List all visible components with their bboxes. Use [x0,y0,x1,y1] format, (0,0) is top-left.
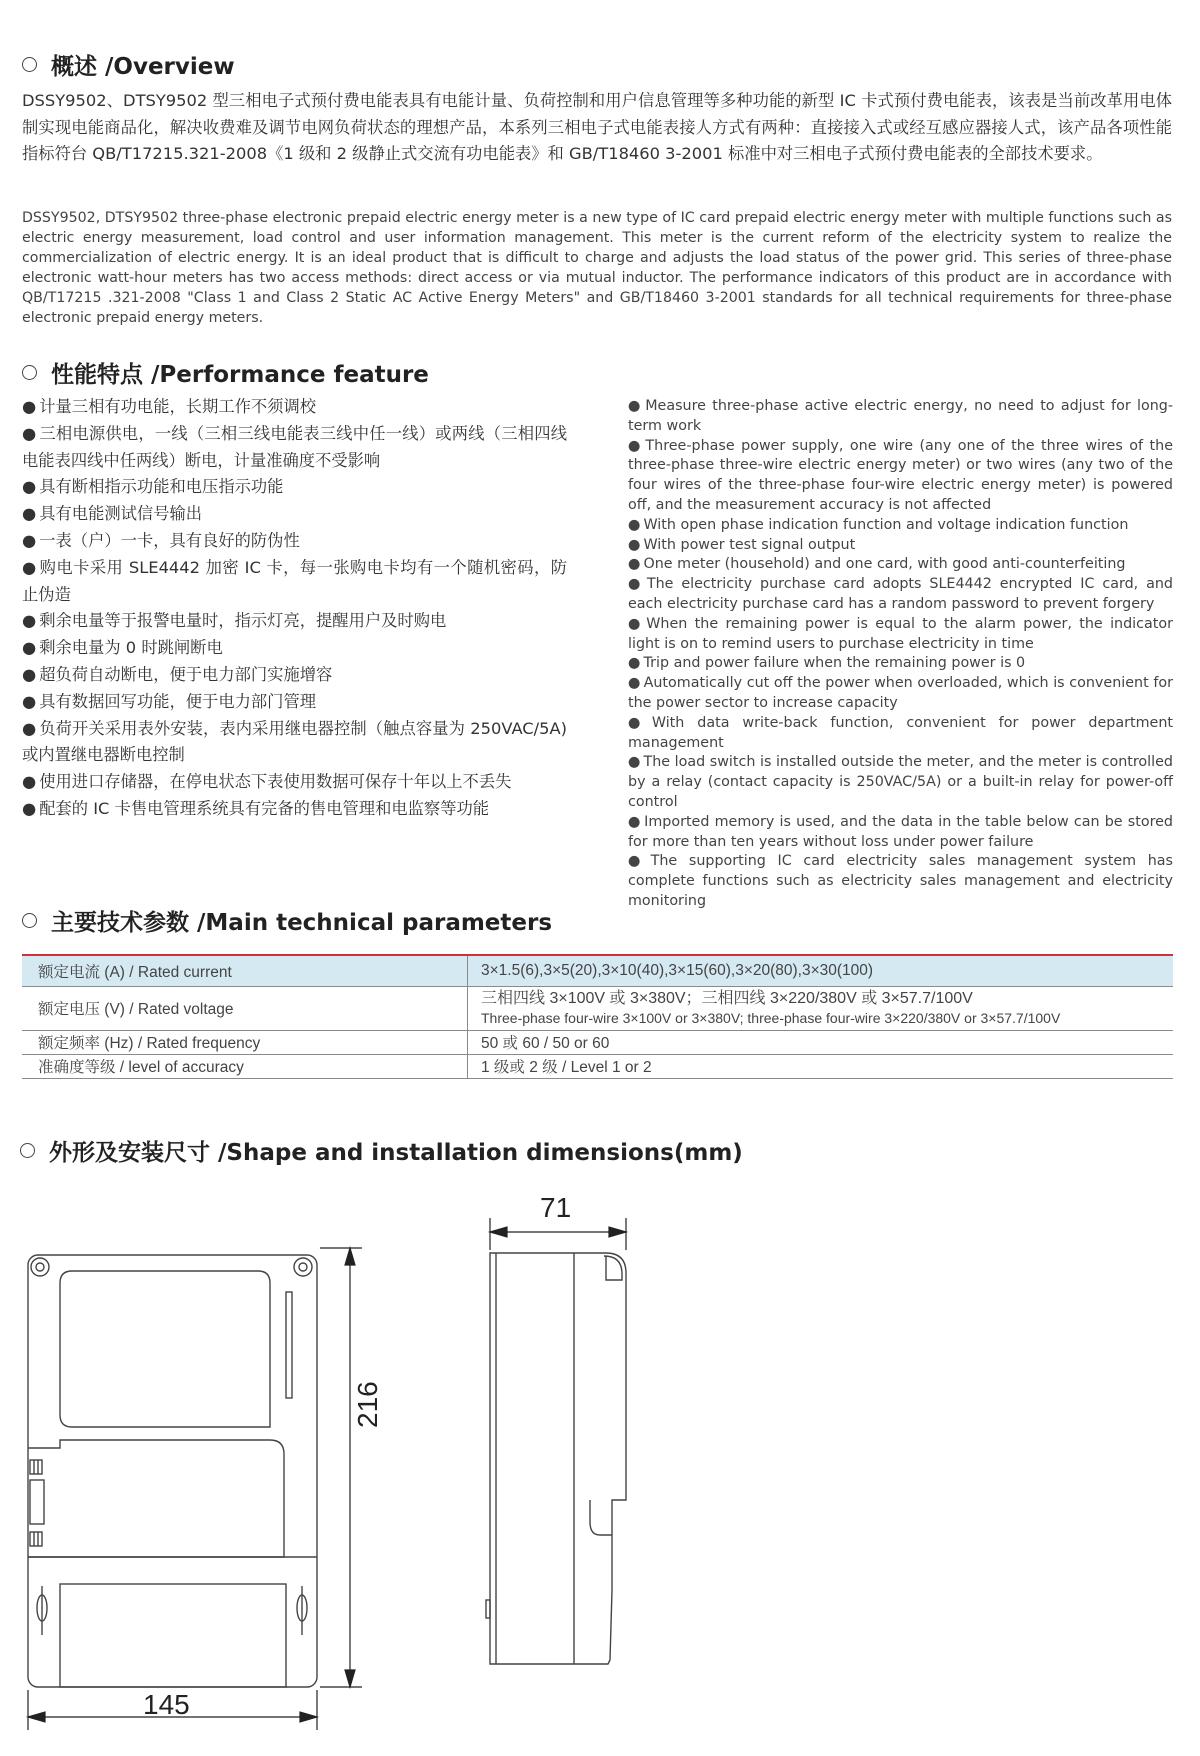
circle-bullet-icon [22,913,37,928]
list-item: ● 使用进口存储器，在停电状态下表使用数据可保存十年以上不丢失 [22,772,512,792]
list-item: ● The electricity purchase card adopts SLE4442 encrypted IC card, and each electricity purchase card has a random password to prevent forgery [628,576,1174,612]
arrowhead-icon [345,1670,355,1687]
features-title: 性能特点 /Performance feature [51,362,429,388]
param-value: 50 或 60 / 50 or 60 [468,1030,1174,1054]
section-title-overview [22,48,235,81]
feature-list-en [628,397,1173,912]
list-item: ● Automatically cut off the power when overloaded, which is convenient for the power sector to increase capacity [628,675,1173,711]
list-item: ● 剩余电量为 0 时跳闸断电 [22,638,223,658]
table-row [22,955,1173,986]
param-label: 额定频率 (Hz) / Rated frequency [22,1030,468,1054]
list-item: ● 负荷开关采用表外安装，表内采用继电器控制（触点容量为 250VAC/5A) 或内置继电器断电控制 [22,718,567,765]
meter-front-slot [286,1292,292,1398]
list-item: ● Measure three-phase active electric energy, no need to adjust for long-term work [628,398,1173,434]
list-item: ● 剩余电量等于报警电量时，指示灯亮，提醒用户及时购电 [22,611,447,631]
screw-hole-icon [294,1258,312,1276]
arrowhead-icon [609,1227,626,1237]
dimension-drawing [0,1190,1200,1750]
param-label: 额定电流 (A) / Rated current [22,955,468,986]
param-value: 三相四线 3×100V 或 3×380V；三相四线 3×220/380V 或 3×57.7/100V [481,990,973,1007]
meter-front-outline [28,1255,317,1687]
arrowhead-icon [300,1712,317,1722]
dimension-label-width: 145 [143,1689,190,1720]
terminal-cover [60,1584,286,1687]
meter-side-outline [490,1253,626,1664]
feature-list-zh [22,394,567,823]
param-label: 额定电压 (V) / Rated voltage [22,986,468,1030]
overview-text-en: DSSY9502, DTSY9502 three-phase electronic prepaid electric energy meter is a new type of IC card prepaid electric energy meter with multiple functions such as electric energy measurement, load control and user information management. This meter is the current reform of the electricity system to realize the commercialization of electric energy. It is an ideal product that is difficult to charge and adjusts the load status of the power grid. This series of three-phase electronic watt-hour meters has two access methods: direct access or via mutual inductor. The performance indicators of this product are in accordance with QB/T17215 .321-2008 "Class 1 and Class 2 Static AC Active Energy Meters" and GB/T18460 3-2001 standards for all technical requirements for three-phase electronic prepaid energy meters. [22,210,1172,326]
list-item: ● One meter (household) and one card, with good anti-counterfeiting [628,556,1126,573]
param-label: 准确度等级 / level of accuracy [22,1054,468,1078]
arrowhead-icon [490,1227,507,1237]
table-row [22,1054,1173,1078]
screw-hole-icon [31,1258,49,1276]
arrowhead-icon [345,1248,355,1265]
list-item: ● 超负荷自动断电，便于电力部门实施增容 [22,664,333,684]
list-item: ● 三相电源供电，一线（三相三线电能表三线中任一线）或两线（三相四线电能表四线中任两线）断电，计量准确度不受影响 [22,423,567,470]
param-value: 1 级或 2 级 / Level 1 or 2 [468,1054,1174,1078]
list-item: ● 具有电能测试信号输出 [22,504,203,524]
list-item: ● 购电卡采用 SLE4442 加密 IC 卡，每一张购电卡均有一个随机密码，防止伪造 [22,557,567,604]
dimension-label-depth: 71 [540,1192,572,1223]
section-title-params [22,904,552,937]
table-row [22,986,1173,1030]
table-row [22,1030,1173,1054]
overview-title: 概述 /Overview [51,54,235,80]
param-value-en: Three-phase four-wire 3×100V or 3×380V; three-phase four-wire 3×220/380V or 3×57.7/100V [481,1010,1061,1026]
arrowhead-icon [28,1712,45,1722]
circle-bullet-icon [20,1143,35,1158]
section-title-dimensions [20,1134,743,1167]
list-item: ● 具有断相指示功能和电压指示功能 [22,477,284,497]
dimensions-title: 外形及安装尺寸 /Shape and installation dimensions(mm) [49,1140,743,1166]
list-item: ● With power test signal output [628,536,856,553]
circle-bullet-icon [22,57,37,72]
list-item: ● With open phase indication function and voltage indication function [628,516,1129,533]
list-item: ● With data write-back function, convenient for power department management [628,714,1173,751]
list-item: ● When the remaining power is equal to the alarm power, the indicator light is on to remind users to purchase electricity in time [628,615,1173,652]
terminal-block [28,1440,284,1557]
params-title: 主要技术参数 /Main technical parameters [51,910,553,936]
list-item: ● Imported memory is used, and the data in the table below can be stored for more than ten years without loss under power failure [628,813,1174,850]
meter-front-window [60,1271,270,1427]
param-value: 3×1.5(6),3×5(20),3×10(40),3×15(60),3×20(80),3×30(100) [468,955,1174,986]
dimension-label-height: 216 [352,1381,383,1428]
list-item: ● The load switch is installed outside the meter, and the meter is controlled by a relay (contact capacity is 250VAC/5A) or a built-in relay for power-off control [628,754,1173,810]
circle-bullet-icon [22,365,37,380]
overview-text-zh: DSSY9502、DTSY9502 型三相电子式预付费电能表具有电能计量、负荷控制和用户信息管理等多种功能的新型 IC 卡式预付费电能表，该表是当前改革用电体制实现电能商品化，解决收费难及调节电网负荷状态的理想产品，本系列三相电子式电能表接人方式有两种：直接接入式或经互感应器接人式，该产品各项性能指标符台 QB/T17215.321-2008《1 级和 2 级静止式交流有功电能表》和 GB/T18460 3-2001 标准中对三相电子式预付费电能表的全部技术要求。 [22,91,1172,163]
list-item: ● The supporting IC card electricity sales management system has complete functions such as electricity sales management and electricity monitoring [628,853,1173,909]
list-item: ● 具有数据回写功能，便于电力部门管理 [22,691,317,711]
section-title-features [22,356,429,389]
list-item: ● 配套的 IC 卡售电管理系统具有完备的售电管理和电监察等功能 [22,798,490,818]
list-item: ● Trip and power failure when the remaining power is 0 [628,655,1026,672]
parameters-table [22,954,1173,1079]
list-item: ● 计量三相有功电能，长期工作不须调校 [22,397,317,416]
list-item: ● Three-phase power supply, one wire (any one of the three wires of the three-phase three-wire electric energy meter) or two wires (any two of the four wires of the three-phase four-wire electric energy meter) is powered off, and the measurement accuracy is not affected [628,437,1173,513]
list-item: ● 一表（户）一卡，具有良好的防伪性 [22,530,300,550]
